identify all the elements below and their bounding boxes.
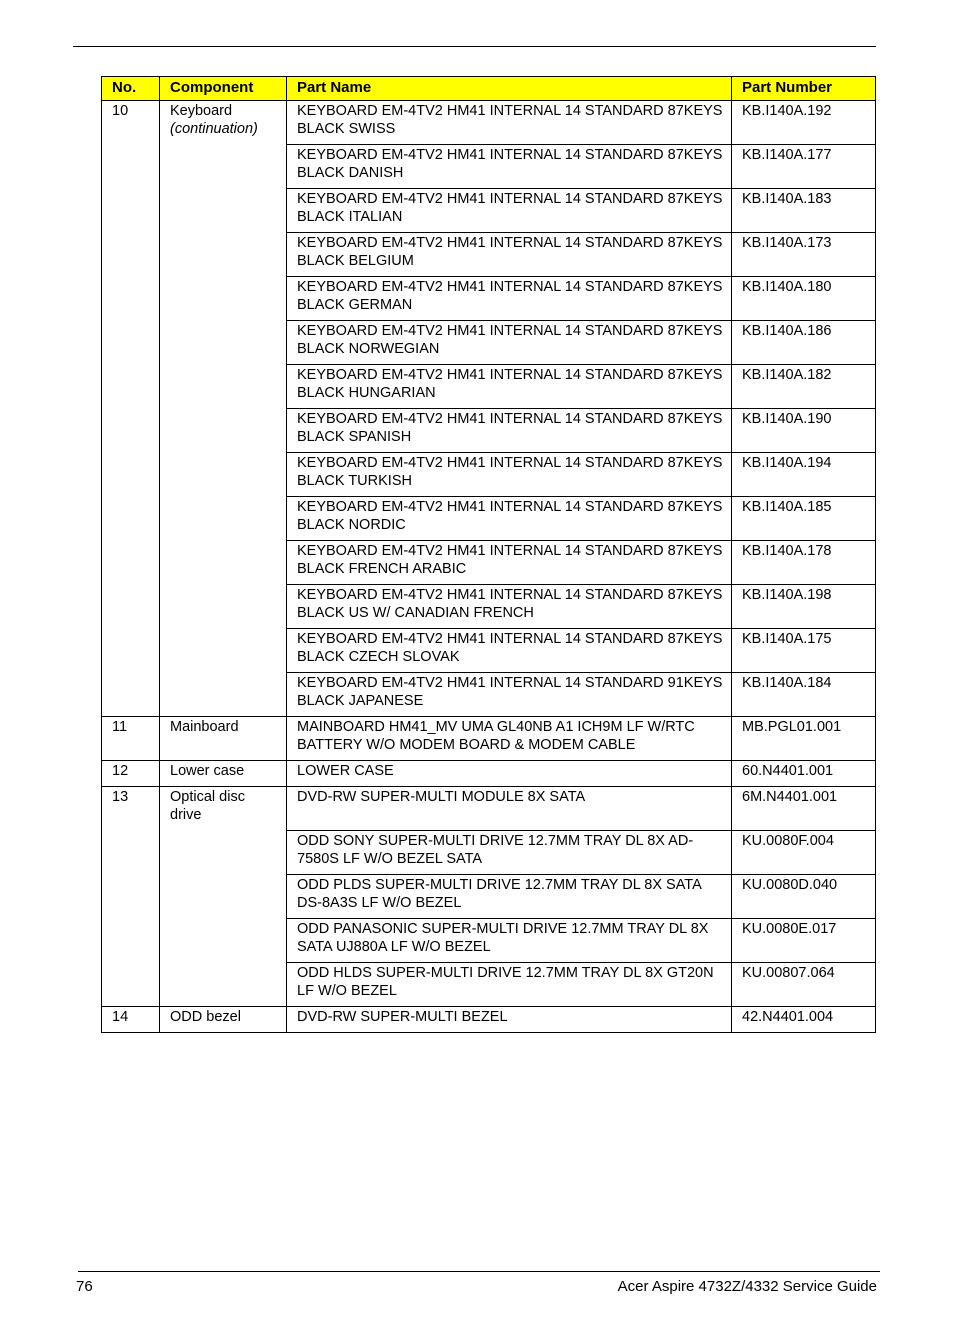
component-label: Optical disc drive xyxy=(170,789,245,824)
cell-part-number: KB.I140A.190 xyxy=(732,409,876,453)
cell-part-name: DVD-RW SUPER-MULTI BEZEL xyxy=(287,1007,732,1033)
parts-table-body xyxy=(102,101,876,1033)
cell-part-name: KEYBOARD EM-4TV2 HM41 INTERNAL 14 STANDARD 87KEYS BLACK NORDIC xyxy=(287,497,732,541)
cell-part-name: DVD-RW SUPER-MULTI MODULE 8X SATA xyxy=(287,787,732,831)
cell-part-name: KEYBOARD EM-4TV2 HM41 INTERNAL 14 STANDARD 87KEYS BLACK SWISS xyxy=(287,101,732,145)
cell-part-name: KEYBOARD EM-4TV2 HM41 INTERNAL 14 STANDARD 87KEYS BLACK BELGIUM xyxy=(287,233,732,277)
header-component: Component xyxy=(160,77,287,101)
table-row xyxy=(102,787,876,831)
guide-title: Acer Aspire 4732Z/4332 Service Guide xyxy=(617,1278,877,1295)
cell-part-number: 60.N4401.001 xyxy=(732,761,876,787)
cell-part-number: KB.I140A.178 xyxy=(732,541,876,585)
cell-part-name: KEYBOARD EM-4TV2 HM41 INTERNAL 14 STANDARD 87KEYS BLACK FRENCH ARABIC xyxy=(287,541,732,585)
cell-part-name: KEYBOARD EM-4TV2 HM41 INTERNAL 14 STANDARD 87KEYS BLACK US W/ CANADIAN FRENCH xyxy=(287,585,732,629)
cell-part-name: ODD HLDS SUPER-MULTI DRIVE 12.7MM TRAY DL 8X GT20N LF W/O BEZEL xyxy=(287,963,732,1007)
header-part-number: Part Number xyxy=(732,77,876,101)
cell-part-name: KEYBOARD EM-4TV2 HM41 INTERNAL 14 STANDARD 91KEYS BLACK JAPANESE xyxy=(287,673,732,717)
cell-part-name: ODD PANASONIC SUPER-MULTI DRIVE 12.7MM TRAY DL 8X SATA UJ880A LF W/O BEZEL xyxy=(287,919,732,963)
cell-part-name: KEYBOARD EM-4TV2 HM41 INTERNAL 14 STANDARD 87KEYS BLACK HUNGARIAN xyxy=(287,365,732,409)
cell-part-name: ODD PLDS SUPER-MULTI DRIVE 12.7MM TRAY DL 8X SATA DS-8A3S LF W/O BEZEL xyxy=(287,875,732,919)
cell-part-number: KU.00807.064 xyxy=(732,963,876,1007)
cell-component xyxy=(160,787,287,1007)
cell-part-name: KEYBOARD EM-4TV2 HM41 INTERNAL 14 STANDARD 87KEYS BLACK SPANISH xyxy=(287,409,732,453)
table-row xyxy=(102,717,876,761)
cell-component xyxy=(160,761,287,787)
cell-part-name: KEYBOARD EM-4TV2 HM41 INTERNAL 14 STANDARD 87KEYS BLACK DANISH xyxy=(287,145,732,189)
cell-part-number: KB.I140A.177 xyxy=(732,145,876,189)
cell-part-number: MB.PGL01.001 xyxy=(732,717,876,761)
cell-part-number: KU.0080D.040 xyxy=(732,875,876,919)
cell-no: 11 xyxy=(102,717,160,761)
table-row xyxy=(102,761,876,787)
cell-part-name: KEYBOARD EM-4TV2 HM41 INTERNAL 14 STANDARD 87KEYS BLACK GERMAN xyxy=(287,277,732,321)
cell-part-number: 42.N4401.004 xyxy=(732,1007,876,1033)
header-part-name: Part Name xyxy=(287,77,732,101)
cell-part-name: ODD SONY SUPER-MULTI DRIVE 12.7MM TRAY DL 8X AD-7580S LF W/O BEZEL SATA xyxy=(287,831,732,875)
component-label: ODD bezel xyxy=(170,1009,241,1025)
cell-no: 13 xyxy=(102,787,160,1007)
footer-rule xyxy=(78,1271,880,1272)
header-no: No. xyxy=(102,77,160,101)
cell-part-number: KB.I140A.186 xyxy=(732,321,876,365)
cell-part-number: KB.I140A.183 xyxy=(732,189,876,233)
cell-part-number: KB.I140A.192 xyxy=(732,101,876,145)
cell-part-number: KB.I140A.173 xyxy=(732,233,876,277)
cell-no: 14 xyxy=(102,1007,160,1033)
cell-part-name: KEYBOARD EM-4TV2 HM41 INTERNAL 14 STANDARD 87KEYS BLACK ITALIAN xyxy=(287,189,732,233)
cell-part-name: LOWER CASE xyxy=(287,761,732,787)
cell-part-number: KU.0080F.004 xyxy=(732,831,876,875)
cell-component xyxy=(160,717,287,761)
cell-part-number: KB.I140A.175 xyxy=(732,629,876,673)
parts-table xyxy=(101,76,876,1033)
cell-component xyxy=(160,1007,287,1033)
component-label: Lower case xyxy=(170,763,245,779)
table-row xyxy=(102,101,876,145)
component-note: (continuation) xyxy=(170,121,258,138)
cell-part-name: MAINBOARD HM41_MV UMA GL40NB A1 ICH9M LF W/RTC BATTERY W/O MODEM BOARD & MODEM CABLE xyxy=(287,717,732,761)
cell-part-number: KB.I140A.185 xyxy=(732,497,876,541)
component-label: Keyboard xyxy=(170,103,233,119)
cell-part-number: KB.I140A.184 xyxy=(732,673,876,717)
cell-no: 10 xyxy=(102,101,160,717)
cell-no: 12 xyxy=(102,761,160,787)
cell-part-name: KEYBOARD EM-4TV2 HM41 INTERNAL 14 STANDARD 87KEYS BLACK TURKISH xyxy=(287,453,732,497)
cell-part-number: KU.0080E.017 xyxy=(732,919,876,963)
cell-part-number: KB.I140A.180 xyxy=(732,277,876,321)
table-row xyxy=(102,1007,876,1033)
cell-part-name: KEYBOARD EM-4TV2 HM41 INTERNAL 14 STANDARD 87KEYS BLACK NORWEGIAN xyxy=(287,321,732,365)
page-number: 76 xyxy=(76,1278,93,1295)
table-header-row xyxy=(102,77,876,101)
cell-part-name: KEYBOARD EM-4TV2 HM41 INTERNAL 14 STANDARD 87KEYS BLACK CZECH SLOVAK xyxy=(287,629,732,673)
cell-part-number: KB.I140A.182 xyxy=(732,365,876,409)
cell-part-number: 6M.N4401.001 xyxy=(732,787,876,831)
cell-component xyxy=(160,101,287,717)
cell-part-number: KB.I140A.198 xyxy=(732,585,876,629)
component-label: Mainboard xyxy=(170,719,239,735)
header-rule xyxy=(73,46,876,47)
cell-part-number: KB.I140A.194 xyxy=(732,453,876,497)
